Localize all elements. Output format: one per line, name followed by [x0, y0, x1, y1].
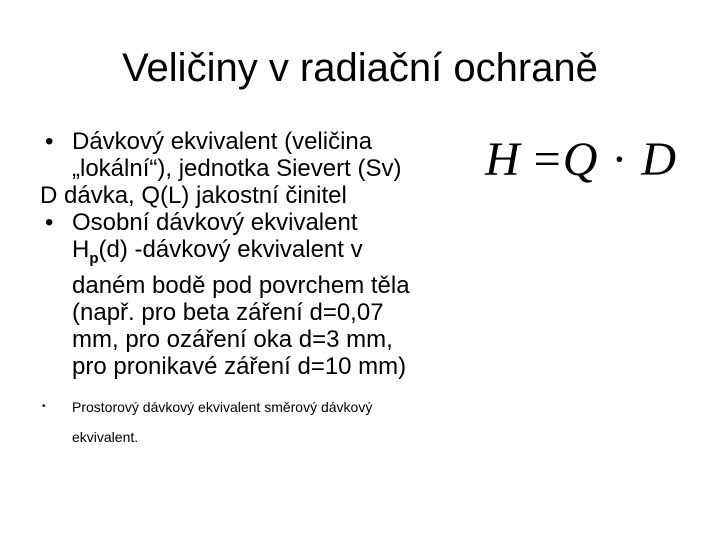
formula-d: D [641, 133, 677, 186]
formula-q: Q [562, 133, 598, 186]
formula-equals: = [533, 133, 561, 186]
bullet-line-symbol [72, 236, 480, 272]
bullet-dot: • [45, 209, 54, 236]
bullet-line: Prostorový dávkový ekvivalent směrový dávkový [72, 398, 373, 415]
slide-title: Veličiny v radiační ochraně [122, 46, 598, 90]
bullet-dot: • [45, 128, 54, 155]
bullet-line: pro pronikavé záření d=10 mm) [72, 352, 407, 380]
bullet-ambient-dose [40, 392, 480, 452]
formula-h: H [485, 133, 520, 186]
formula-dot: · [611, 133, 628, 186]
bullet-line: ekvivalent. [72, 428, 139, 445]
bullet-line-rest: (d) -dávkový ekvivalent v [98, 236, 363, 263]
bullet-line: daném bodě pod povrchem těla [72, 271, 410, 299]
bullet-dose-equivalent [40, 128, 480, 182]
bullet-line: Osobní dávkový ekvivalent [72, 209, 358, 236]
definition-line: D dávka, Q(L) jakostní činitel [40, 182, 347, 209]
bullet-line: mm, pro ozáření oka d=3 mm, [72, 325, 393, 353]
bullet-personal-dose [40, 209, 480, 380]
hp-subscript: p [89, 249, 99, 267]
dose-equivalent-formula [485, 130, 676, 190]
hp-symbol: H [72, 236, 90, 263]
bullet-line: Dávkový ekvivalent (veličina [72, 128, 373, 155]
slide-body [40, 128, 480, 452]
bullet-dot: • [42, 400, 46, 412]
bullet-line: (např. pro beta záření d=0,07 [72, 298, 384, 326]
bullet-line: „lokální“), jednotka Sievert (Sv) [72, 155, 402, 182]
